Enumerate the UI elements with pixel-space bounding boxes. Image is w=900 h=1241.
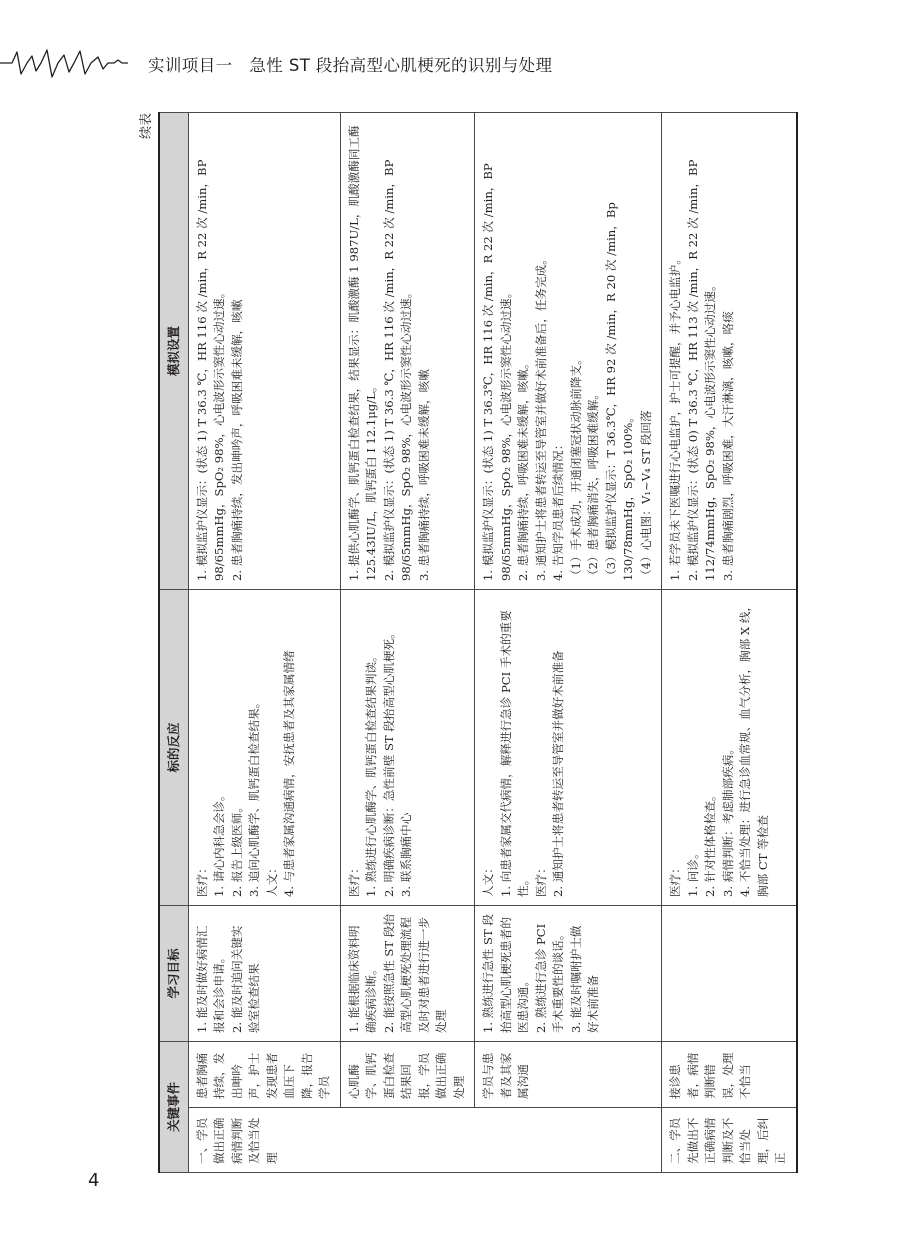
learning-goals-cell bbox=[662, 905, 797, 1041]
cell-line: 1. 请心内科急会诊。 bbox=[212, 789, 226, 897]
continued-label: 续表 bbox=[139, 113, 154, 140]
cell-line: 患者胸痛持续，发出呻吟声，护士发现患者血压下降，报告学员 bbox=[194, 1052, 331, 1099]
page-number: 4 bbox=[88, 1170, 100, 1191]
target-response-cell bbox=[662, 589, 797, 905]
header-simulation-setup: 模拟设置 bbox=[159, 112, 188, 589]
cell-line: 3. 联系胸痛中心 bbox=[399, 812, 413, 897]
target-response-cell bbox=[188, 589, 340, 905]
cell-line: 1. 能及时做好病情汇报和会诊申请。 bbox=[194, 925, 226, 1033]
cell-line: 2. 针对性体格检查。 bbox=[703, 789, 717, 897]
cell-line: 4. 告知学员患者后续情况： bbox=[551, 438, 565, 581]
cell-line: 二、学员先做出不正确病情判断及不恰当处理，后纠正 bbox=[668, 1117, 787, 1164]
learning-goals-cell bbox=[475, 905, 662, 1041]
simulation-setup-cell bbox=[475, 112, 662, 589]
cell-line: 医疗： bbox=[194, 862, 209, 897]
simulation-setup-cell bbox=[340, 112, 475, 589]
cell-line: 3. 患者胸痛剧烈，呼吸困难，大汗淋漓，咳嗽，咯痰 bbox=[720, 311, 735, 581]
page-header-title: 实训项目一 急性 ST 段抬高型心肌梗死的识别与处理 bbox=[148, 56, 553, 75]
sub-event-cell bbox=[188, 1041, 340, 1107]
cell-line: 1. 问诊。 bbox=[685, 847, 700, 897]
cell-line: 2. 患者胸痛持续，发出呻吟声，呼吸困难未缓解，咳嗽 bbox=[229, 299, 244, 581]
cell-line: 4. 不恰当处理：进行急诊血常规、血气分析，胸部 X 线，胸部 CT 等检查 bbox=[738, 599, 770, 897]
cell-line: 2. 能按照急性 ST 段抬高型心肌梗死处理流程及时对患者进行进一步处理 bbox=[381, 914, 448, 1033]
cell-line: 2. 熟练进行急诊 PCI 手术重要性的谈话。 bbox=[533, 923, 565, 1033]
cell-line: 1. 熟练进行急性 ST 段抬高型心肌梗死患者的医患沟通。 bbox=[481, 914, 530, 1033]
learning-goals-cell bbox=[188, 905, 340, 1041]
sub-event-cell bbox=[662, 1041, 797, 1107]
cell-line: 3. 能及时嘱咐护士做好术前准备 bbox=[568, 925, 600, 1033]
table-row bbox=[188, 112, 340, 1172]
cell-line: 心肌酶学、肌钙蛋白检查结果回报，学员做出正确处理 bbox=[346, 1052, 466, 1099]
cell-line: （4）心电图：V₁~V₄ ST 段回落 bbox=[638, 410, 653, 581]
cell-line: 2. 能及时追问关键实验室检查结果 bbox=[229, 925, 261, 1033]
cell-line: 1. 模拟监护仪显示：(状态 1) T 36.3 ℃，HR 116 次 /min，R 22 次 /min，BP 98/65mmHg，SpO₂ 98%，心电波形示窦性心动过速。 bbox=[194, 159, 226, 581]
cell-line: 1. 模拟监护仪显示：(状态 1) T 36.3℃，HR 116 次 /min，R 22 次 /min，BP 98/65mmHg，SpO₂ 98%，心电波形示窦性心动过速。 bbox=[481, 163, 513, 581]
cell-line: 医疗： bbox=[533, 862, 548, 897]
cell-line: 人文： bbox=[481, 862, 495, 897]
simulation-scenario-table bbox=[158, 112, 798, 1173]
cell-line: 2. 模拟监护仪显示：(状态 1) T 36.3 ℃，HR 116 次 /min，R 22 次 /min，BP 98/65mmHg，SpO₂ 98%，心电波形示窦性心动过速。 bbox=[381, 159, 413, 581]
header-target-response: 标的反应 bbox=[159, 589, 188, 905]
table-row bbox=[662, 112, 797, 1172]
cell-line: 1. 能根据临床资料明确疾病诊断。 bbox=[346, 925, 378, 1033]
key-event-cell bbox=[662, 1108, 797, 1173]
target-response-cell bbox=[340, 589, 475, 905]
cell-line: 1. 若学员未下医嘱进行心电监护，护士可提醒，并予心电监护。 bbox=[668, 253, 682, 581]
cell-line: 医疗： bbox=[668, 862, 682, 897]
table-row bbox=[475, 112, 662, 1172]
key-event-cell bbox=[188, 1108, 662, 1173]
cell-line: 2. 报告上级医师。 bbox=[229, 801, 244, 897]
cell-line: 1. 熟练进行心肌酶学、肌钙蛋白检查结果判读。 bbox=[364, 650, 378, 897]
simulation-setup-cell bbox=[188, 112, 340, 589]
cell-line: 接诊患者，病情判断错误，处理不恰当 bbox=[668, 1052, 752, 1099]
cell-line: 2. 通知护士将患者转运至导管室并做好术前准备 bbox=[551, 650, 565, 897]
cell-line: 医疗： bbox=[346, 862, 361, 897]
cell-line: 一、学员做出正确病情判断及恰当处理 bbox=[194, 1117, 279, 1164]
header-key-event: 关键事件 bbox=[159, 1041, 188, 1172]
cell-line: 3. 患者胸痛持续，呼吸困难未缓解，咳嗽 bbox=[416, 369, 431, 581]
cell-line: （2）患者胸痛消失，呼吸困难缓解。 bbox=[586, 388, 600, 581]
cell-line: （3）模拟监护仪显示：T 36.3℃，HR 92 次 /min，R 20 次 /min，Bp 130/78mmHg，SpO₂ 100%。 bbox=[603, 202, 635, 581]
sub-event-cell bbox=[475, 1041, 662, 1107]
table-row bbox=[340, 112, 475, 1172]
cell-line: 4. 与患者家属沟通病情，安抚患者及其家属情绪 bbox=[282, 650, 296, 897]
cell-line: 1. 提供心肌酶学、肌钙蛋白检查结果，结果显示：肌酸激酶 1 987U/L，肌酸激酶同工酶 125.43IU/L，肌钙蛋白 I 12.1μg/L。 bbox=[346, 125, 378, 581]
target-response-cell bbox=[475, 589, 662, 905]
cell-line: 3. 通知护士将患者转运至导管室并做好术前准备后，任务完成。 bbox=[533, 253, 548, 581]
cell-line: 2. 明确疾病诊断：急性前壁 ST 段抬高型心肌梗死。 bbox=[381, 627, 396, 897]
simulation-setup-cell bbox=[662, 112, 797, 589]
header-learning-goals: 学习目标 bbox=[159, 905, 188, 1041]
cell-line: 学员与患者及其家属沟通 bbox=[481, 1052, 530, 1099]
cell-line: 1. 向患者家属交代病情，解释进行急诊 PCI 手术的重要性。 bbox=[498, 610, 530, 897]
cell-line: 3. 病情判断：考虑肺部疾病。 bbox=[720, 743, 735, 897]
cell-line: 2. 模拟监护仪显示：(状态 0) T 36.3 ℃，HR 113 次 /min，R 22 次 /min，BP 112/74mmHg，SpO₂ 98%，心电波形示窦性心动过速。 bbox=[685, 159, 717, 581]
cell-line: （1）手术成功，开通闭塞冠状动脉前降支。 bbox=[568, 353, 583, 581]
sub-event-cell bbox=[340, 1041, 475, 1107]
learning-goals-cell bbox=[340, 905, 475, 1041]
cell-line: 人文： bbox=[264, 862, 279, 897]
cell-line: 2. 患者胸痛持续，呼吸困难未缓解，咳嗽。 bbox=[516, 357, 530, 581]
rotated-table-container bbox=[138, 113, 787, 1173]
table-header-row bbox=[159, 112, 188, 1172]
cell-line: 3. 追问心肌酶学、肌钙蛋白检查结果。 bbox=[247, 696, 261, 897]
